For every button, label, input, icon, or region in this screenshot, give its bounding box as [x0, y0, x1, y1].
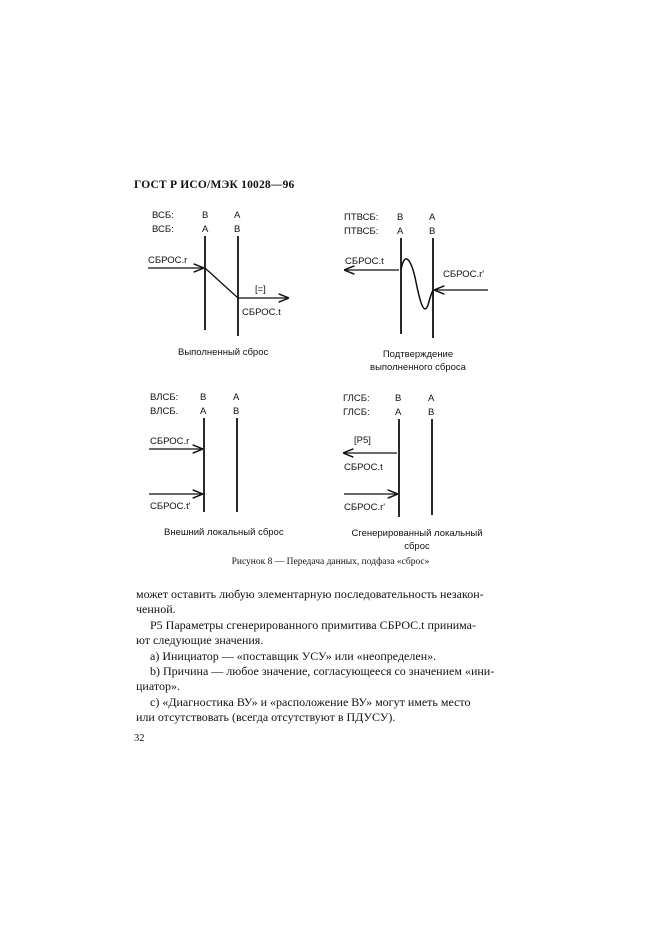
diagram-completed-reset — [148, 210, 288, 358]
d1-row1-right: А — [234, 210, 241, 221]
d1-row1-label: ВСБ: — [152, 210, 174, 221]
body-paragraph-1-line-2: ченной. — [136, 602, 176, 616]
figure-caption: Рисунок 8 — Передача данных, подфаза «сброс» — [231, 557, 430, 567]
d2-row2-right: В — [429, 226, 436, 237]
d2-output-label: СБРОС.t — [345, 256, 384, 267]
d2-caption-line1: Подтверждение — [382, 349, 454, 360]
d1-row1-left: В — [202, 210, 209, 221]
d4-row1-label: ГЛСБ: — [343, 393, 370, 404]
list-item-c-line-1: с) «Диагностика ВУ» и «расположение ВУ» могут иметь место — [150, 695, 471, 709]
d2-row2-left: А — [397, 226, 404, 237]
list-item-c-line-2: или отсутствовать (всегда отсутствуют в ПДУСУ). — [136, 710, 396, 724]
body-paragraph-2-line-1: Р5 Параметры сгенерированного примитива СБРОС.t принима- — [150, 618, 476, 632]
diagram-confirm-completed-reset — [344, 212, 488, 373]
d1-note: [=] — [255, 284, 266, 295]
d3-row2-left: А — [200, 406, 207, 417]
list-item-b-line-2: циатор». — [136, 679, 180, 693]
d3-row2-right: В — [233, 406, 240, 417]
d4-row2-label: ГЛСБ: — [343, 407, 370, 418]
d4-row1-left: В — [395, 393, 402, 404]
d3-row1-left: В — [200, 392, 207, 403]
d1-diagonal — [205, 268, 238, 298]
d1-output-label: СБРОС.t — [242, 307, 281, 318]
d4-caption-line2: сброс — [404, 541, 430, 552]
body-paragraph-1-line-1: может оставить любую элементарную последовательность незакон- — [136, 587, 484, 601]
d1-input-label: СБРОС.r — [148, 255, 188, 266]
d3-row1-label: ВЛСБ: — [150, 392, 179, 403]
d1-row2-left: А — [202, 224, 209, 235]
running-header: ГОСТ Р ИСО/МЭК 10028—96 — [134, 179, 295, 191]
diagram-generated-local-reset — [343, 393, 483, 552]
d3-row1-right: А — [233, 392, 240, 403]
list-item-b-line-1: b) Причина — любое значение, согласующееся со значением «ини- — [150, 664, 495, 678]
d4-output-label: СБРОС.t — [344, 462, 383, 473]
d1-caption: Выполненный сброс — [178, 347, 269, 358]
d1-row2-right: В — [234, 224, 241, 235]
d4-row2-right: В — [428, 407, 435, 418]
d1-row2-label: ВСБ: — [152, 224, 174, 235]
d4-row2-left: А — [395, 407, 402, 418]
d2-caption-line2: выполненного сброса — [370, 362, 466, 373]
page-number: 32 — [134, 733, 145, 744]
d2-row1-right: А — [429, 212, 436, 223]
d2-row2-label: ПТВСБ: — [344, 226, 379, 237]
d4-note: [Р5] — [354, 435, 371, 446]
d4-row1-right: А — [428, 393, 435, 404]
d2-row1-left: В — [397, 212, 404, 223]
body-paragraph-2-line-2: ют следующие значения. — [136, 633, 264, 647]
list-item-a: а) Инициатор — «поставщик УСУ» или «неопределен». — [150, 649, 437, 663]
diagram-external-local-reset — [149, 392, 284, 538]
d2-wave — [401, 259, 433, 309]
d2-row1-label: ПТВСБ: — [344, 212, 379, 223]
d3-input1-label: СБРОС.r — [150, 436, 190, 447]
d2-input-label: СБРОС.r' — [443, 269, 485, 280]
d3-input2-label: СБРОС.t' — [150, 501, 191, 512]
d4-caption-line1: Сгенерированный локальный — [351, 528, 483, 539]
d4-input-label: СБРОС.r' — [344, 502, 386, 513]
d3-caption: Внешний локальный сброс — [164, 527, 284, 538]
d3-row2-label: ВЛСБ. — [150, 406, 179, 417]
